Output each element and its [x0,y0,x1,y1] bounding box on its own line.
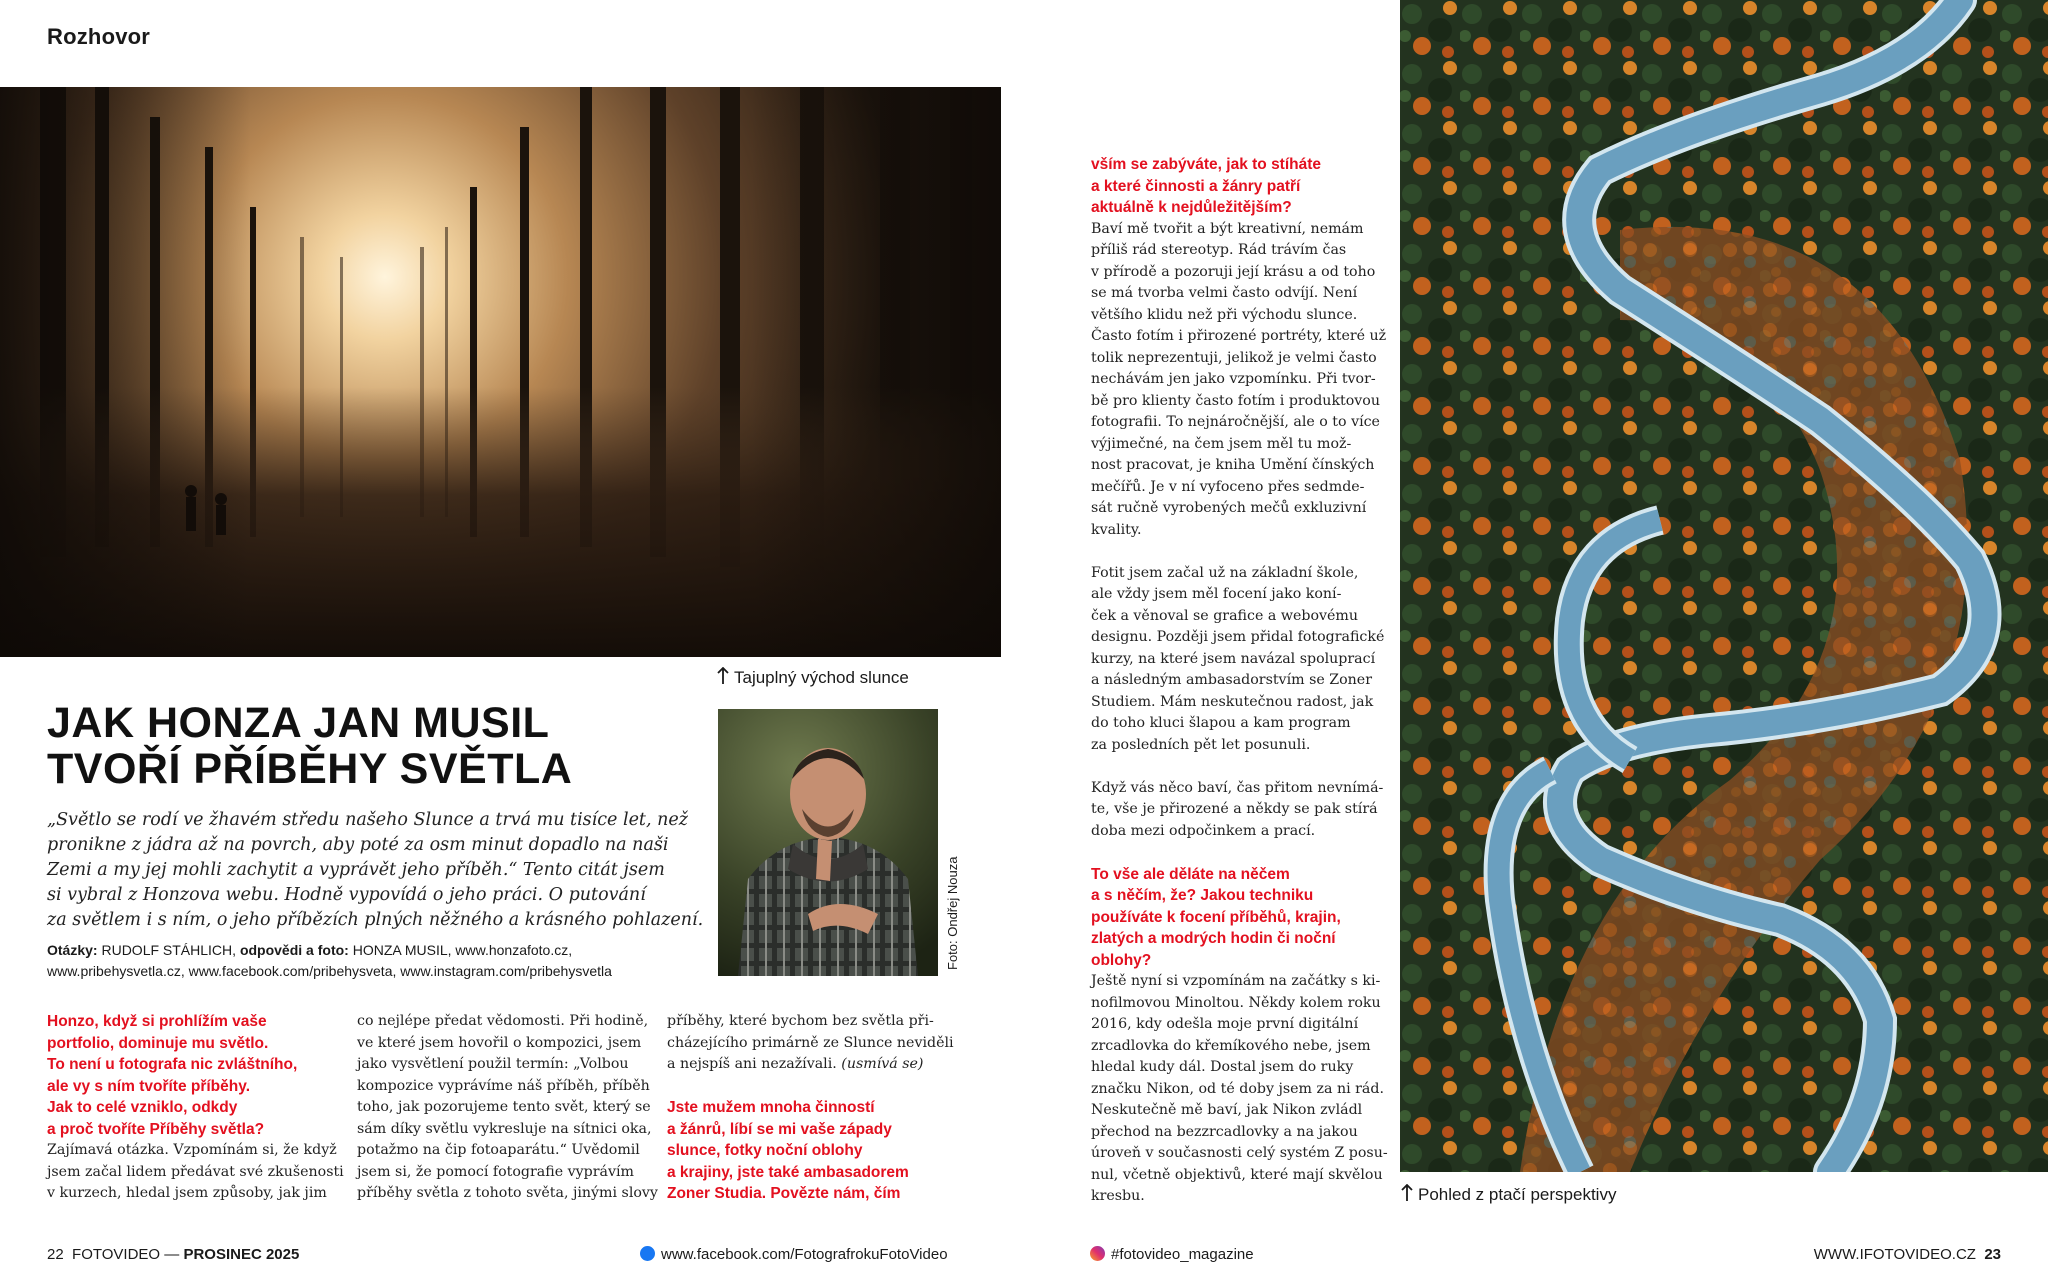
headline-line-1: JAK HONZA JAN MUSIL [47,699,550,747]
footer-facebook[interactable] [640,1246,948,1263]
question-line: Zoner Studia. Povězte nám, čím [667,1185,901,1202]
answer-line: ale vždy jsem měl focení jako koní- [1091,586,1342,602]
answer-line: jsem začal lidem předávat své zkušenosti [47,1163,344,1180]
question-line: vším se zabýváte, jak to stíháte [1091,156,1322,173]
question-line: a krajiny, jste také ambasadorem [667,1163,909,1181]
answer-line: jsem si, že pomocí fotografie vyprávím [357,1163,634,1180]
aside-note: (usmívá se) [841,1056,924,1072]
questions-name: RUDOLF STÁHLICH, [101,942,237,958]
lead-line: pronikne z jádra až na povrch, aby poté za osm minut dopadlo na naši [47,835,669,855]
answer-line: za posledních pět let posunuli. [1091,736,1311,753]
column-2 [357,1011,657,1205]
answer-line: kvality. [1091,521,1142,538]
question-line: To vše ale děláte na něčem [1091,865,1290,883]
instagram-icon [1090,1246,1105,1261]
instagram-handle[interactable]: #fotovideo_magazine [1111,1246,1254,1263]
issue-label: PROSINEC 2025 [183,1246,300,1263]
portrait-photo [718,709,938,976]
question-line: aktuálně k nejdůležitějším? [1091,199,1292,216]
aerial-road-photo [1400,0,2048,1172]
questions-label: Otázky: [47,942,98,958]
answer-line: v přírodě a pozoruji její krásu a od toho [1091,263,1376,280]
question-line: slunce, fotky noční oblohy [667,1142,863,1159]
headline [47,700,667,792]
answer-line: tolik neprezentuji, jelikož je velmi často [1091,349,1377,366]
column-4 [1091,154,1391,1208]
answer-line: 2016, kdy odešla moje první digitální [1091,1016,1359,1032]
answer-line: a nejspíš ani nezažívali. (usmívá se) [667,1056,924,1072]
answer-line: designu. Později jsem přidal fotografické [1091,629,1385,645]
answer-line: co nejlépe předat vědomosti. Při hodině, [357,1013,649,1029]
question-line: portfolio, dominuje mu světlo. [47,1034,269,1052]
website-link[interactable]: WWW.IFOTOVIDEO.CZ [1813,1246,1976,1263]
answer-line: cházejícího primárně ze Slunce neviděli [667,1034,954,1051]
answer-line: většího klidu než při východu slunce. [1091,306,1358,323]
question-line: a proč tvoříte Příběhy světla? [47,1120,265,1138]
question-line: a žánrů, líbí se mi vaše západy [667,1120,892,1138]
question-line: To není u fotografa nic zvláštního, [47,1056,298,1073]
answer-line: jako vysvětlení použil termín: „Volbou [357,1056,629,1072]
answer-line: nechávám jen jako vzpomínku. Při tvor- [1091,371,1376,387]
answer-line: sát ručně vyrobených mečů exkluzivní [1091,500,1367,516]
answer-line: výjimečné, na čem jsem měl tu mož- [1091,435,1352,452]
answer-line: příběhy světla z tohoto světa, jinými slovy [357,1185,658,1201]
answer-line: te, vše je přirozené a někdy se pak stírá [1091,801,1378,817]
question-line: používáte k focení příběhů, krajin, [1091,908,1341,926]
answer-line: toho, jak pozorujeme tento svět, který se [357,1099,651,1115]
answer-line: příběhy, které bychom bez světla při- [667,1013,934,1029]
footer-instagram[interactable] [1090,1246,1254,1263]
answer-line: kresbu. [1091,1188,1145,1204]
answer-line: bě pro klienty často fotím i produktovou [1091,392,1380,409]
question-line: oblohy? [1091,951,1152,969]
column-1 [47,1011,347,1205]
answer-line: nul, včetně objektivů, které mají skvělou [1091,1166,1383,1183]
question-line: Honzo, když si prohlížím vaše [47,1013,267,1030]
answer-line: Neskutečně mě baví, jak Nikon zvládl [1091,1102,1363,1118]
lead-line: za světlem i s ním, o jeho příbězích plných něžného a krásného pohlazení. [47,910,704,930]
question-line: ale vy s ním tvoříte příběhy. [47,1077,251,1095]
answer-line: nofilmovou Minoltou. Někdy kolem roku [1091,994,1381,1011]
question-line: Jste mužem mnoha činností [667,1099,875,1116]
answer-line: kurzy, na které jsem navázal spoluprací [1091,650,1376,667]
answer-line: příliš rád stereotyp. Rád trávím čas [1091,242,1347,258]
lead-line: „Světlo se rodí ve žhavém středu našeho Slunce a trvá mu tisíce let, než [47,810,688,830]
answer-line: se má tvorba velmi často odvíjí. Není [1091,285,1358,301]
answer-line: kompozice vyprávíme náš příběh, příběh [357,1077,650,1094]
arrow-up-icon [1400,1184,1414,1202]
answer-line: v kurzech, hledal jsem způsoby, jak jim [47,1185,327,1201]
question-line: a s něčím, že? Jakou techniku [1091,887,1314,904]
facebook-link[interactable]: www.facebook.com/FotografrokuFotoVideo [661,1246,948,1263]
answer-line: doba mezi odpočinkem a prací. [1091,822,1316,839]
forest-caption: Tajuplný východ slunce [716,667,909,688]
section-label: Rozhovor [47,24,151,49]
footer-dash: — [164,1246,180,1263]
answer-line: ve které jsem hovořil o kompozici, jsem [357,1034,642,1051]
credits [47,940,687,982]
column-3 [667,1011,972,1205]
answer-line: nost pracovat, je kniha Umění čínských [1091,457,1375,473]
page-number-left: 22 [47,1246,64,1263]
credit-links: www.pribehysvetla.cz, www.facebook.com/pribehysveta, www.instagram.com/pribehysvetla [47,963,612,979]
answer-line: mečířů. Je v ní vyfoceno přes sedmde- [1091,478,1365,495]
facebook-icon [640,1246,655,1261]
aerial-caption: Pohled z ptačí perspektivy [1400,1184,1616,1205]
answer-line: přechod na bezzrcadlovky a na jakou [1091,1123,1358,1140]
answer-line: zrcadlovka do křemíkového nebe, jsem [1091,1037,1371,1054]
answer-line: a následným ambasadorstvím se Zoner [1091,672,1372,688]
headline-line-2: TVOŘÍ PŘÍBĚHY SVĚTLA [47,745,573,793]
answer-line: značku Nikon, od té doby jsem za ni rád. [1091,1080,1384,1097]
page-number-right: 23 [1984,1246,2001,1263]
arrow-up-icon [716,667,730,685]
lead-line: Zemi a my jej mohli zachytit a vyprávět jeho příběh.“ Tento citát jsem [47,860,665,880]
lead-line: si vybral z Honzova webu. Hodně vypovídá o jeho práci. O putování [47,885,646,905]
answer-line: Často fotím i přirozené portréty, které už [1091,328,1387,344]
answer-line: sám díky světlu vykresluje na sítnici oka, [357,1120,652,1137]
answer-line: Baví mě tvořit a být kreativní, nemám [1091,220,1364,237]
answer-line: Ještě nyní si vzpomínám na začátky s ki- [1091,973,1381,989]
answer-line: Studiem. Mám neskutečnou radost, jak [1091,693,1374,710]
question-line: Jak to celé vzniklo, odkdy [47,1099,238,1116]
answers-label: odpovědi a foto: [239,942,349,958]
answer-line: ček a věnoval se grafice a webovému [1091,607,1358,624]
answer-line: Fotit jsem začal už na základní škole, [1091,564,1359,581]
photo-credit: Foto: Ondřej Nouza [945,856,960,970]
footer-right [1814,1246,2001,1263]
question-line: a které činnosti a žánry patří [1091,177,1301,195]
forest-photo [0,87,1001,657]
answer-line: hledal kudy dál. Dostal jsem do ruky [1091,1059,1354,1075]
answer-line: do toho kluci šlapou a kam program [1091,715,1351,731]
answer-line: Zajímavá otázka. Vzpomínám si, že když [47,1142,337,1158]
answers-name: HONZA MUSIL, www.honzafoto.cz, [352,942,573,958]
answer-line: fotografii. To nejnáročnější, ale o to více [1091,414,1380,430]
magazine-name: FOTOVIDEO [72,1246,161,1263]
answer-line: potažmo na čip fotoaparátu.“ Uvědomil [357,1142,640,1158]
footer-left [47,1246,299,1263]
question-line: zlatých a modrých hodin či noční [1091,930,1336,947]
lead-paragraph [47,808,704,933]
answer-line: Když vás něco baví, čas přitom nevnímá- [1091,779,1384,796]
answer-line: úroveň v současnosti celý systém Z posu- [1091,1145,1388,1161]
